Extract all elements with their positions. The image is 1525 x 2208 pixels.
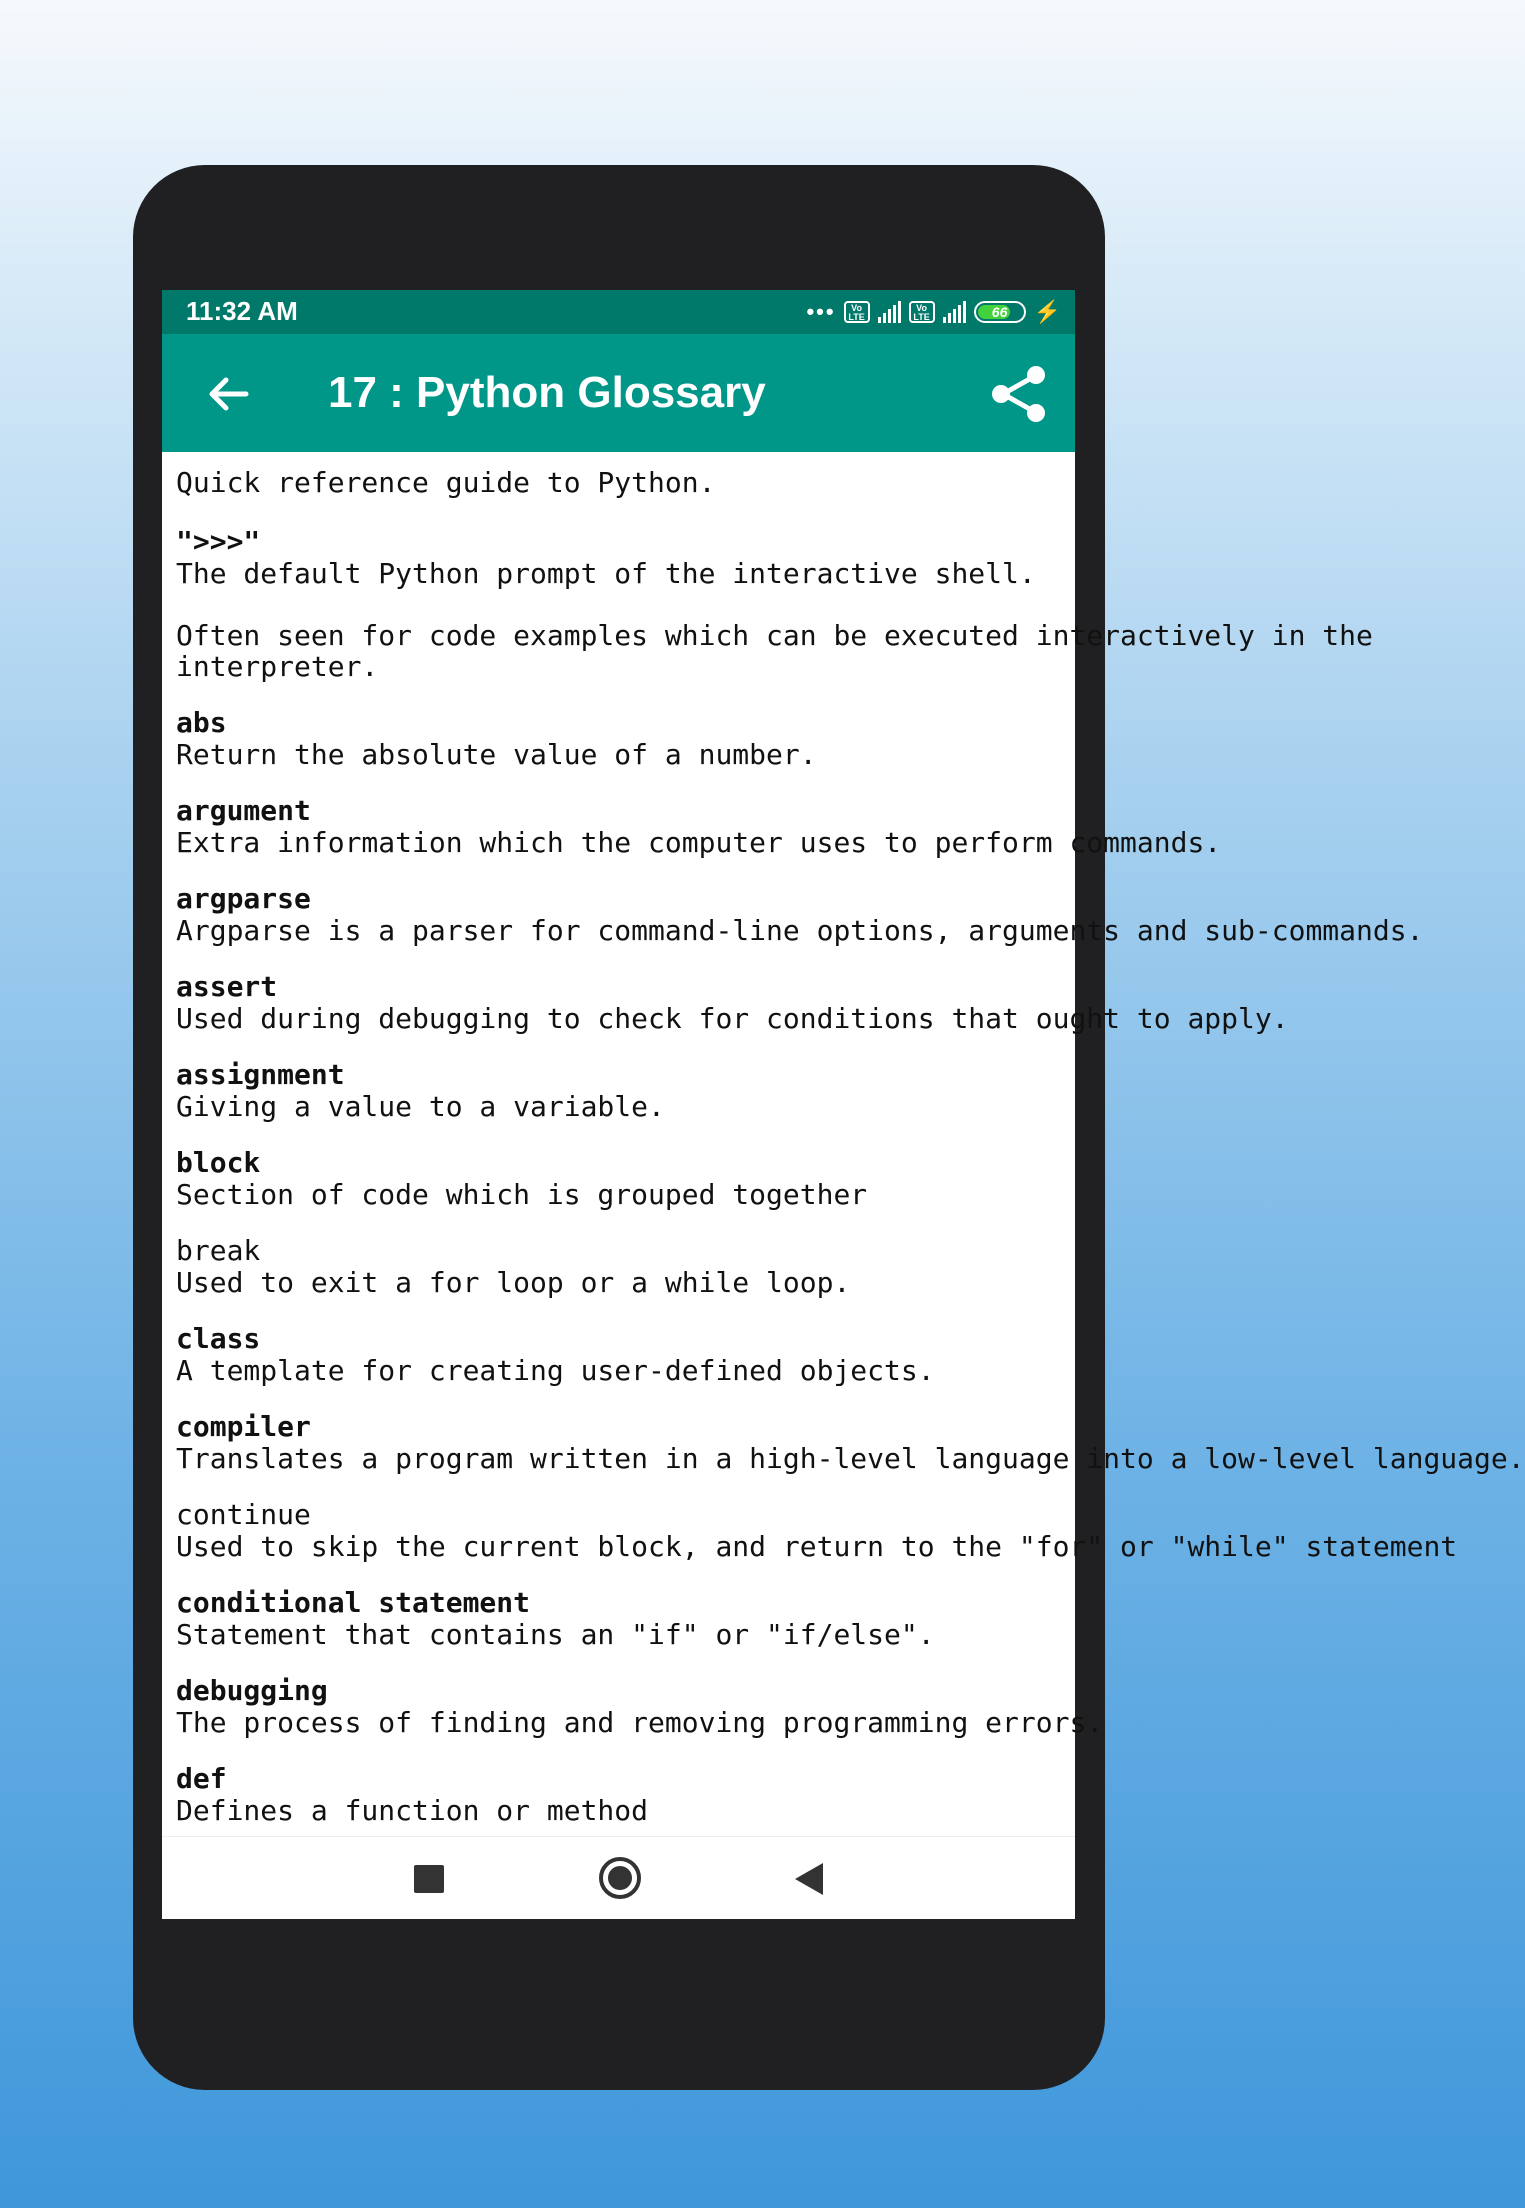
square-icon[interactable] — [414, 1865, 444, 1893]
glossary-description: Used during debugging to check for conditions that ought to apply. — [176, 1002, 1289, 1035]
glossary-term: compiler — [176, 1410, 311, 1443]
signal-icon — [878, 301, 901, 323]
intro-text: Quick reference guide to Python. — [176, 466, 716, 499]
glossary-content — [176, 466, 1525, 1827]
glossary-term: assignment — [176, 1058, 345, 1091]
navigation-bar — [162, 1836, 1075, 1919]
volte-icon: Vo LTE — [844, 301, 870, 323]
list-item — [176, 970, 1289, 1035]
glossary-description: A template for creating user-defined objects. — [176, 1354, 935, 1387]
glossary-term: ">>>" — [176, 525, 261, 558]
list-item — [176, 706, 1075, 770]
glossary-term: break — [176, 1234, 261, 1267]
app-bar — [162, 334, 1075, 452]
glossary-description: The process of finding and removing programming errors. — [176, 1706, 1104, 1739]
glossary-term: def — [176, 1762, 227, 1795]
battery-level: 66 — [991, 304, 1008, 320]
glossary-description: The default Python prompt of the interactive shell. Often seen for code examples which can be executed interactively in the interpreter. — [176, 557, 1373, 683]
glossary-term: abs — [176, 706, 227, 739]
glossary-term: conditional statement — [176, 1586, 531, 1619]
glossary-term: argparse — [176, 882, 311, 915]
glossary-description: Defines a function or method — [176, 1794, 649, 1827]
list-item — [176, 882, 1424, 947]
charging-icon: ⚡ — [1033, 299, 1061, 324]
list-item — [176, 1762, 1075, 1826]
list-item — [176, 1410, 1525, 1475]
glossary-term: class — [176, 1322, 261, 1355]
list-item — [176, 1146, 1075, 1210]
glossary-term: argument — [176, 794, 311, 827]
status-bar — [162, 290, 1075, 334]
glossary-description: Used to skip the current block, and return to the "for" or "while" statement — [176, 1530, 1458, 1563]
glossary-description: Argparse is a parser for command-line options, arguments and sub-commands. — [176, 914, 1424, 947]
glossary-description: Extra information which the computer uses to perform commands. — [176, 826, 1222, 859]
triangle-back-icon[interactable] — [795, 1863, 823, 1895]
glossary-description: Used to exit a for loop or a while loop. — [176, 1266, 851, 1299]
arrow-left-icon[interactable] — [198, 364, 258, 424]
status-time: 11:32 AM — [186, 296, 298, 326]
list-item — [176, 1234, 1075, 1298]
glossary-term: continue — [176, 1498, 311, 1531]
status-icons — [806, 298, 1061, 326]
device-screen — [162, 290, 1525, 1918]
page-title: 17 : Python Glossary — [328, 368, 766, 417]
battery-icon — [974, 301, 1026, 323]
list-item — [176, 525, 1373, 683]
glossary-term: debugging — [176, 1674, 328, 1707]
list-item — [176, 1498, 1458, 1563]
list-item — [176, 1674, 1104, 1739]
circle-home-icon[interactable] — [599, 1857, 641, 1899]
glossary-term: assert — [176, 970, 278, 1003]
glossary-description: Return the absolute value of a number. — [176, 738, 817, 771]
signal-icon — [943, 301, 966, 323]
volte-icon: Vo LTE — [909, 301, 935, 323]
glossary-description: Translates a program written in a high-level language into a low-level language. — [176, 1442, 1525, 1475]
glossary-term: block — [176, 1146, 261, 1179]
glossary-description: Section of code which is grouped together — [176, 1178, 868, 1211]
share-icon[interactable] — [989, 366, 1049, 422]
notification-dots-icon: ••• — [806, 299, 836, 324]
list-item — [176, 1322, 1075, 1386]
list-item — [176, 1586, 1075, 1650]
glossary-description: Statement that contains an "if" or "if/else". — [176, 1618, 935, 1651]
list-item — [176, 794, 1222, 859]
list-item — [176, 1058, 1075, 1122]
glossary-description: Giving a value to a variable. — [176, 1090, 665, 1123]
